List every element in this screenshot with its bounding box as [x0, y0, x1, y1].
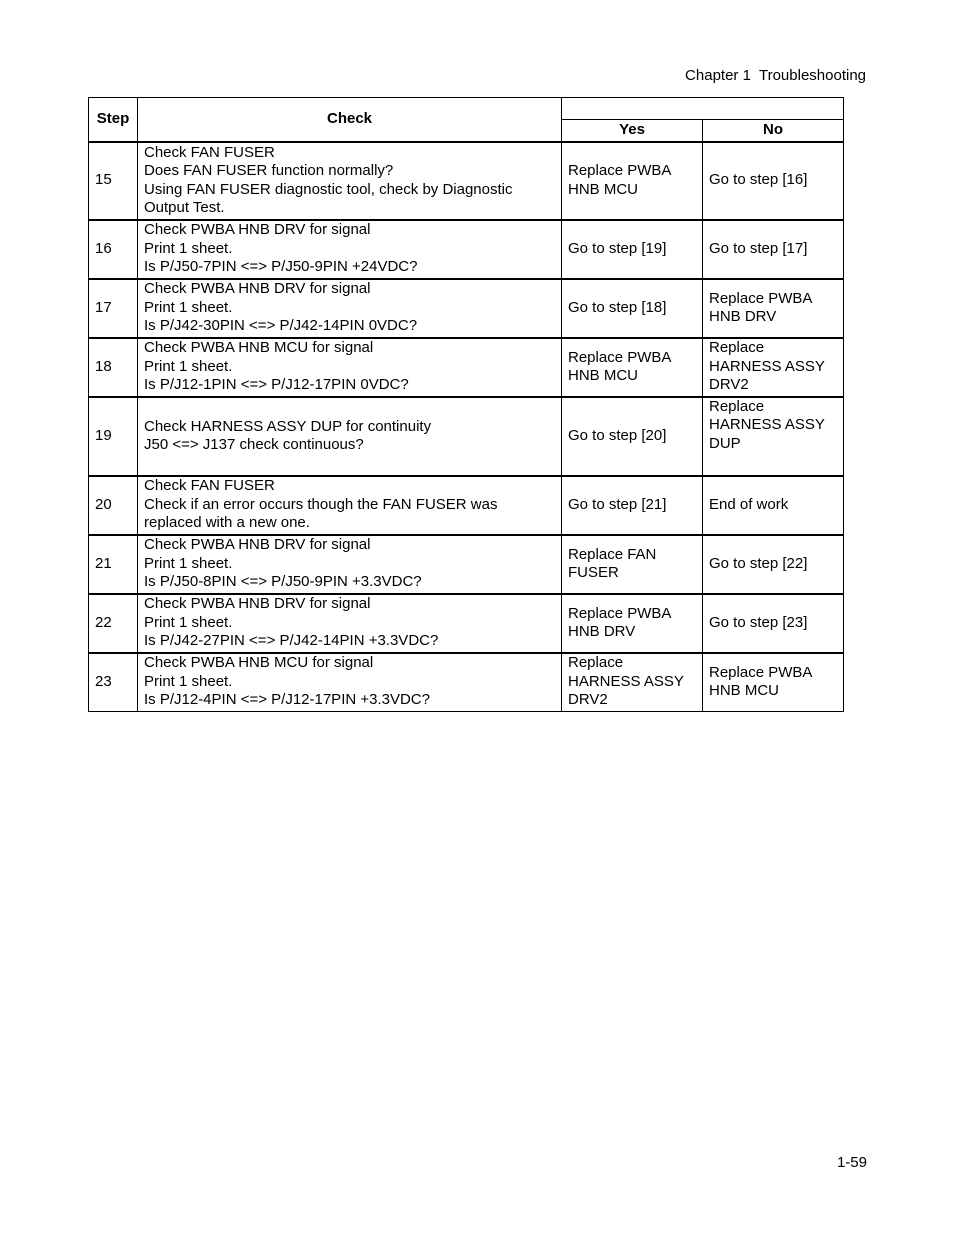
check-line: Is P/J12-4PIN <=> P/J12-17PIN +3.3VDC?: [144, 691, 430, 709]
table-row: [89, 476, 844, 535]
check-line: Does FAN FUSER function normally?: [144, 162, 394, 179]
check-line: Check PWBA HNB MCU for signal: [144, 654, 374, 672]
table-row: [89, 220, 844, 279]
yes-text: Replace PWBA HNB DRV: [568, 604, 671, 640]
yes-text: Go to step [18]: [568, 298, 667, 316]
yes-text: Replace PWBA HNB MCU: [568, 348, 671, 384]
header-check: Check: [138, 98, 562, 142]
no-text: End of work: [709, 495, 789, 513]
header-result-group: [562, 98, 844, 120]
step-number: 19: [89, 397, 138, 476]
no-text: Go to step [16]: [709, 171, 808, 189]
table-row: [89, 142, 844, 220]
yes-text: Go to step [21]: [568, 495, 667, 513]
check-line: Is P/J12-1PIN <=> P/J12-17PIN 0VDC?: [144, 376, 409, 394]
check-line: Check HARNESS ASSY DUP for continuity: [144, 417, 432, 435]
check-line: Check FAN FUSER: [144, 143, 275, 161]
step-number: 18: [89, 338, 138, 397]
check-line: Check PWBA HNB DRV for signal: [144, 221, 371, 239]
step-number: 20: [89, 476, 138, 535]
no-action: [703, 338, 844, 397]
check-line: Is P/J42-27PIN <=> P/J42-14PIN +3.3VDC?: [144, 632, 439, 650]
yes-text: Go to step [19]: [568, 239, 667, 257]
check-cell: [138, 476, 562, 535]
no-text: Go to step [17]: [709, 239, 808, 257]
check-line: Print 1 sheet.: [144, 672, 233, 690]
check-cell: [138, 279, 562, 338]
no-action: [703, 220, 844, 279]
yes-action: [562, 279, 703, 338]
yes-action: [562, 338, 703, 397]
header-step: Step: [89, 98, 138, 142]
step-number: 16: [89, 220, 138, 279]
check-cell: [138, 653, 562, 712]
yes-action: [562, 535, 703, 594]
check-cell: [138, 220, 562, 279]
check-line: Check PWBA HNB MCU for signal: [144, 339, 374, 357]
running-head: Chapter 1 Troubleshooting: [685, 67, 866, 84]
yes-action: [562, 220, 703, 279]
yes-text: Go to step [20]: [568, 426, 667, 444]
step-number: 22: [89, 594, 138, 653]
check-line: Is P/J42-30PIN <=> P/J42-14PIN 0VDC?: [144, 317, 418, 335]
header-yes: Yes: [562, 120, 703, 142]
yes-action: [562, 142, 703, 220]
step-number: 23: [89, 653, 138, 712]
check-cell: [138, 142, 562, 220]
check-cell: [138, 535, 562, 594]
yes-text: Replace FAN FUSER: [568, 545, 657, 581]
check-line: Check PWBA HNB DRV for signal: [144, 595, 371, 613]
no-action: [703, 142, 844, 220]
check-line: Print 1 sheet.: [144, 554, 233, 572]
check-line: Check PWBA HNB DRV for signal: [144, 280, 371, 298]
yes-action: [562, 476, 703, 535]
troubleshooting-table: [88, 97, 844, 712]
check-line: Print 1 sheet.: [144, 613, 233, 631]
no-text: Replace PWBA HNB MCU: [709, 663, 812, 699]
step-number: 21: [89, 535, 138, 594]
no-action: [703, 535, 844, 594]
check-line: Check if an error occurs though the FAN FUSER was replaced with a new one.: [144, 495, 498, 532]
check-line: Is P/J50-8PIN <=> P/J50-9PIN +3.3VDC?: [144, 573, 422, 591]
table-row: [89, 397, 844, 476]
check-line: J50 <=> J137 check continuous?: [144, 436, 364, 453]
step-number: 17: [89, 279, 138, 338]
table-row: [89, 535, 844, 594]
check-line: Print 1 sheet.: [144, 357, 233, 375]
no-action: [703, 653, 844, 712]
no-text: Go to step [22]: [709, 554, 808, 572]
no-action: [703, 397, 844, 476]
no-action: [703, 476, 844, 535]
table-row: [89, 279, 844, 338]
table-row: [89, 594, 844, 653]
check-line: Print 1 sheet.: [144, 298, 233, 316]
no-action: [703, 594, 844, 653]
check-line: Using FAN FUSER diagnostic tool, check by Diagnostic Output Test.: [144, 180, 513, 216]
page-number: 1-59: [836, 1154, 867, 1171]
check-line: Check FAN FUSER: [144, 477, 275, 495]
yes-text: Replace HARNESS ASSY DRV2: [568, 654, 684, 709]
header-no: No: [703, 120, 844, 142]
yes-action: [562, 594, 703, 653]
yes-text: Replace PWBA HNB MCU: [568, 162, 671, 198]
check-line: Check PWBA HNB DRV for signal: [144, 536, 371, 554]
no-text: Replace PWBA HNB DRV: [709, 289, 812, 325]
check-cell: [138, 594, 562, 653]
no-action: [703, 279, 844, 338]
no-text: Replace HARNESS ASSY DRV2: [709, 339, 825, 394]
step-number: 15: [89, 142, 138, 220]
check-line: Print 1 sheet.: [144, 239, 233, 257]
check-cell: [138, 338, 562, 397]
no-text: Go to step [23]: [709, 613, 808, 631]
table-row: [89, 653, 844, 712]
check-cell: [138, 397, 562, 476]
no-text: Replace HARNESS ASSY DUP: [709, 397, 825, 452]
yes-action: [562, 397, 703, 476]
yes-action: [562, 653, 703, 712]
table-row: [89, 338, 844, 397]
check-line: Is P/J50-7PIN <=> P/J50-9PIN +24VDC?: [144, 258, 418, 276]
